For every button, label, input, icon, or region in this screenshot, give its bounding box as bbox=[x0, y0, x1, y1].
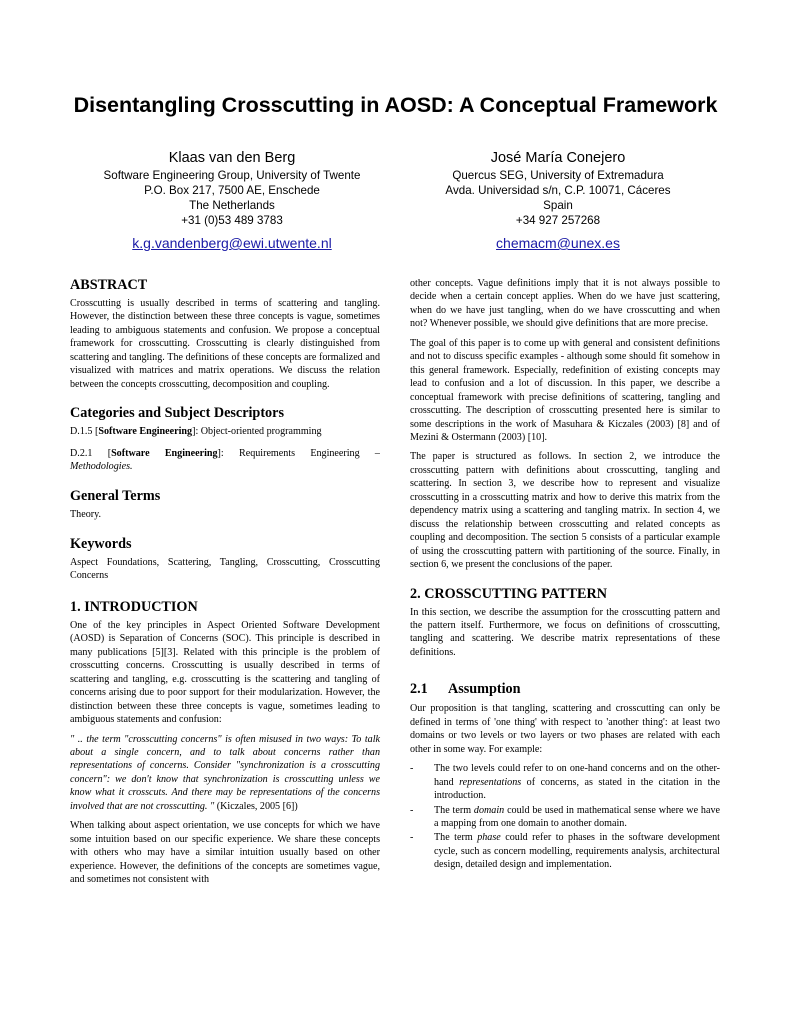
section-2-1-heading: 2.1 Assumption bbox=[410, 681, 521, 698]
introduction-heading: 1. INTRODUCTION bbox=[70, 598, 198, 615]
intro-paragraph: The paper is structured as follows. In section 2, we introduce the crosscutting pattern with definitions about crosscutting, tangling and scattering. In section 3, we describe how to represent and visualize crosscutting in a crosscutting matrix and how to derive this matrix from the dependency matrix using a scattering and tangling matrix. In section 4, we discuss the relationship between crosscutting and related concepts as coupling and decomposition. The section 5 consists of a particular example of using the crosscutting pattern with partitioning of the source. Finally, in section 6, we present the conclusions of the paper. bbox=[410, 451, 720, 571]
section-2-heading: 2. CROSSCUTTING PATTERN bbox=[410, 585, 607, 602]
author-block-2 bbox=[388, 148, 728, 252]
intro-paragraph: The goal of this paper is to come up with general and consistent definitions and not to discuss specific examples - although some should fit somehow in this general framework. Especially, redefinition of existing concepts may lead to confusion and a lot of discussion. In this paper, we describe a conceptual framework with precise definitions of scattering, tangling and crosscutting. The description of crosscutting presented here is similar to some descriptions in the work of Masuhara & Kiczales (2003) [8] and of Mezini & Ostermann (2003) [10]. bbox=[410, 337, 720, 443]
left-column bbox=[70, 277, 380, 893]
general-terms-text: Theory. bbox=[70, 508, 102, 520]
paper-title: Disentangling Crosscutting in AOSD: A Conceptual Framework bbox=[73, 93, 718, 117]
right-column bbox=[410, 277, 720, 873]
abstract-heading: ABSTRACT bbox=[70, 277, 148, 293]
intro-paragraph: When talking about aspect orientation, we use concepts for which we have some intuition based on our specific experience. We share these concepts with others who may have a similar intuition usually based on other experience. However, the definitions of the concepts are sometimes vague, and sometimes not consistent with bbox=[70, 820, 380, 886]
author-email-link[interactable]: chemacm@unex.es bbox=[496, 235, 620, 251]
section-2-text: In this section, we describe the assumption for the crosscutting pattern and the pattern itself. Furthermore, we focus on definitions of crosscutting, tangling and scattering. We describe matrix representations of these definitions. bbox=[410, 606, 720, 658]
category-item: D.2.1 [Software Engineering]: Requirements Engineering – Methodologies. bbox=[70, 447, 380, 473]
author-phone: +34 927 257268 bbox=[515, 214, 601, 227]
intro-paragraph: other concepts. Vague definitions imply that it is not always possible to decide when a certain concept applies. When do we have just scattering, when do we have just tangling, when do we have crosscutting and when not? Whenever possible, we should give definitions that are more precise. bbox=[410, 278, 720, 330]
author-country: The Netherlands bbox=[189, 199, 275, 212]
general-terms-heading: General Terms bbox=[70, 487, 161, 504]
author-phone: +31 (0)53 489 3783 bbox=[181, 214, 283, 227]
author-country: Spain bbox=[543, 199, 573, 212]
author-address: P.O. Box 217, 7500 AE, Enschede bbox=[144, 184, 320, 197]
intro-quote: " .. the term "crosscutting concerns" is often misused in two ways: To talk about a single concern, and to talk about concerns rather than representations of concerns. Consider "synchronization is a crosscutting concern": we don't know that synchronization is crosscutting unless we know what it crosscuts. And there may be representations of the concerns involved that are not crosscutting. " (Kiczales, 2005 [6]) bbox=[70, 733, 380, 812]
author-affiliation: Quercus SEG, University of Extremadura bbox=[452, 169, 664, 182]
list-item: - The two levels could refer to on one-hand concerns and on the other-hand representations of concerns, as stated in the citation in the introduction. bbox=[410, 763, 720, 802]
categories-heading: Categories and Subject Descriptors bbox=[70, 405, 284, 422]
author-name: Klaas van den Berg bbox=[168, 150, 296, 166]
author-block-1 bbox=[62, 148, 402, 252]
intro-paragraph: One of the key principles in Aspect Oriented Software Development (AOSD) is Separation of Concerns (SOC). This principle is described in many publications [5][3]. Related with this principle is the problem of crosscutting concerns. Crosscutting is usually described in terms of scattering and tangling, e.g. crosscutting is the scattering and tangling of concerns arising due to poor support for their modularization. However, the distinction between these three concepts is vague, sometimes leading to ambiguous statements and confusion: bbox=[70, 619, 380, 726]
keywords-heading: Keywords bbox=[70, 535, 132, 552]
example-list bbox=[410, 762, 720, 872]
abstract-text: Crosscutting is usually described in terms of scattering and tangling. However, the distinction between these three concepts is vague, sometimes leading to ambiguous statements and confusion. We propose a conceptual framework for crosscutting. Crosscutting is clearly distinguished from scattering and tangling. The definitions of these concepts are formalized and visualized with matrices and matrix operations. We discuss the relation between the concepts crosscutting, decomposition and coupling. bbox=[70, 298, 380, 390]
list-item: - The term domain could be used in mathematical sense where we have a mapping from one domain to another domain. bbox=[410, 804, 720, 829]
author-address: Avda. Universidad s/n, C.P. 10071, Cáceres bbox=[445, 184, 671, 197]
section-2-1-text: Our proposition is that tangling, scattering and crosscutting can only be defined in terms of 'one thing' with respect to 'another thing': at least two domains or two levels or two layers or two phases are related with each other in some way. For example: bbox=[410, 703, 720, 755]
list-item: - The term phase could refer to phases in the software development cycle, such as concern modelling, requirements analysis, architectural design, detailed design and implementation. bbox=[410, 832, 720, 871]
keywords-text: Aspect Foundations, Scattering, Tangling, Crosscutting, Crosscutting Concerns bbox=[70, 556, 380, 582]
author-email-link[interactable]: k.g.vandenberg@ewi.utwente.nl bbox=[132, 235, 332, 251]
author-name: José María Conejero bbox=[490, 150, 626, 166]
author-affiliation: Software Engineering Group, University of Twente bbox=[103, 169, 361, 182]
category-item: D.1.5 [Software Engineering]: Object-oriented programming bbox=[70, 426, 322, 438]
